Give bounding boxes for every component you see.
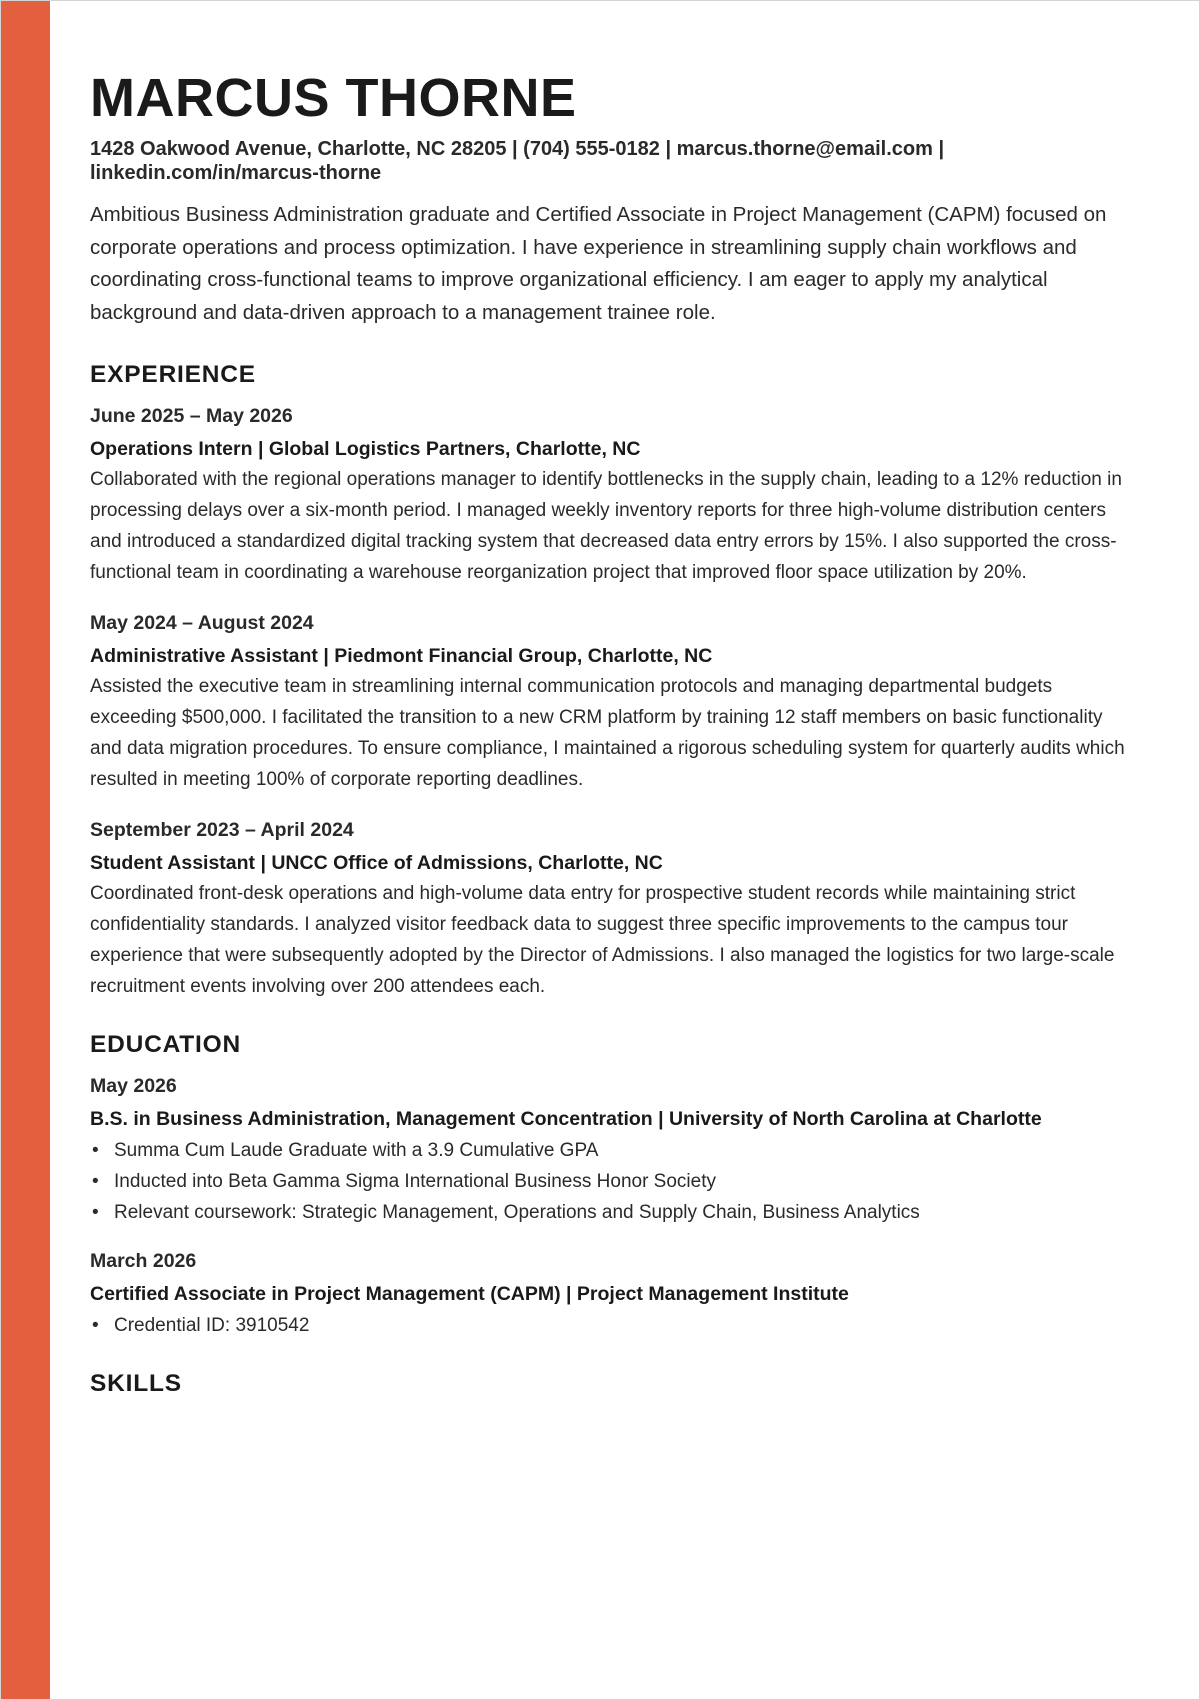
list-item — [90, 1135, 1130, 1166]
bullet-text: Summa Cum Laude Graduate with a 3.9 Cumulative GPA — [114, 1140, 599, 1161]
bullet-text: Credential ID: 3910542 — [114, 1315, 310, 1336]
entry-title: Administrative Assistant | Piedmont Financial Group, Charlotte, NC — [90, 645, 713, 667]
accent-bar — [1, 1, 50, 1699]
entry-description: Coordinated front-desk operations and high-volume data entry for prospective student records while maintaining strict confidentiality standards. I analyzed visitor feedback data to suggest three specific improvements to the campus tour experience that were subsequently adopted by the Director of Admissions. I also managed the logistics for two large-scale recruitment events involving over 200 attendees each. — [90, 883, 1115, 997]
list-item — [90, 1310, 1130, 1341]
resume-content — [90, 63, 1130, 1399]
education-entry — [90, 1074, 1130, 1228]
bullet-text: Inducted into Beta Gamma Sigma International Business Honor Society — [114, 1171, 716, 1192]
entry-title: Operations Intern | Global Logistics Partners, Charlotte, NC — [90, 438, 641, 460]
entry-title: B.S. in Business Administration, Management Concentration | University of North Carolina at Charlotte — [90, 1108, 1042, 1130]
experience-entry — [90, 611, 1130, 795]
contact-line: 1428 Oakwood Avenue, Charlotte, NC 28205 | (704) 555-0182 | marcus.thorne@email.com | linkedin.com/in/marcus-thorne — [90, 138, 945, 184]
entry-description: Collaborated with the regional operations manager to identify bottlenecks in the supply chain, leading to a 12% reduction in processing delays over a six-month period. I managed weekly inventory reports for three high-volume distribution centers and introduced a standardized digital tracking system that decreased data entry errors by 15%. I also supported the cross-functional team in coordinating a warehouse reorganization project that improved floor space utilization by 20%. — [90, 469, 1122, 583]
bullet-icon: • — [92, 1202, 99, 1223]
bullet-icon: • — [92, 1171, 99, 1192]
bullet-list — [90, 1310, 1130, 1341]
entry-date: June 2025 – May 2026 — [90, 405, 293, 427]
skills-heading: SKILLS — [90, 1370, 182, 1397]
entry-title: Student Assistant | UNCC Office of Admissions, Charlotte, NC — [90, 852, 663, 874]
education-entry — [90, 1249, 1130, 1341]
bullet-icon: • — [92, 1140, 99, 1161]
entry-date: May 2026 — [90, 1075, 177, 1097]
experience-entry — [90, 818, 1130, 1002]
entry-date: March 2026 — [90, 1250, 197, 1272]
bullet-text: Relevant coursework: Strategic Management, Operations and Supply Chain, Business Analytics — [114, 1202, 920, 1223]
list-item — [90, 1197, 1130, 1228]
bullet-list — [90, 1135, 1130, 1228]
entry-title: Certified Associate in Project Management (CAPM) | Project Management Institute — [90, 1283, 849, 1305]
entry-date: May 2024 – August 2024 — [90, 612, 314, 634]
entry-date: September 2023 – April 2024 — [90, 819, 354, 841]
summary-paragraph: Ambitious Business Administration graduate and Certified Associate in Project Management (CAPM) focused on corporate operations and process optimization. I have experience in streamlining supply chain workflows and coordinating cross-functional teams to improve organizational efficiency. I am eager to apply my analytical background and data-driven approach to a management trainee role. — [90, 203, 1107, 324]
bullet-icon: • — [92, 1315, 99, 1336]
education-heading: EDUCATION — [90, 1031, 242, 1058]
experience-heading: EXPERIENCE — [90, 361, 256, 388]
list-item — [90, 1166, 1130, 1197]
candidate-name: MARCUS THORNE — [90, 68, 577, 128]
entry-description: Assisted the executive team in streamlining internal communication protocols and managing departmental budgets exceeding $500,000. I facilitated the transition to a new CRM platform by training 12 staff members on basic functionality and data migration procedures. To ensure compliance, I maintained a rigorous scheduling system for quarterly audits which resulted in meeting 100% of corporate reporting deadlines. — [90, 676, 1125, 790]
experience-entry — [90, 404, 1130, 588]
